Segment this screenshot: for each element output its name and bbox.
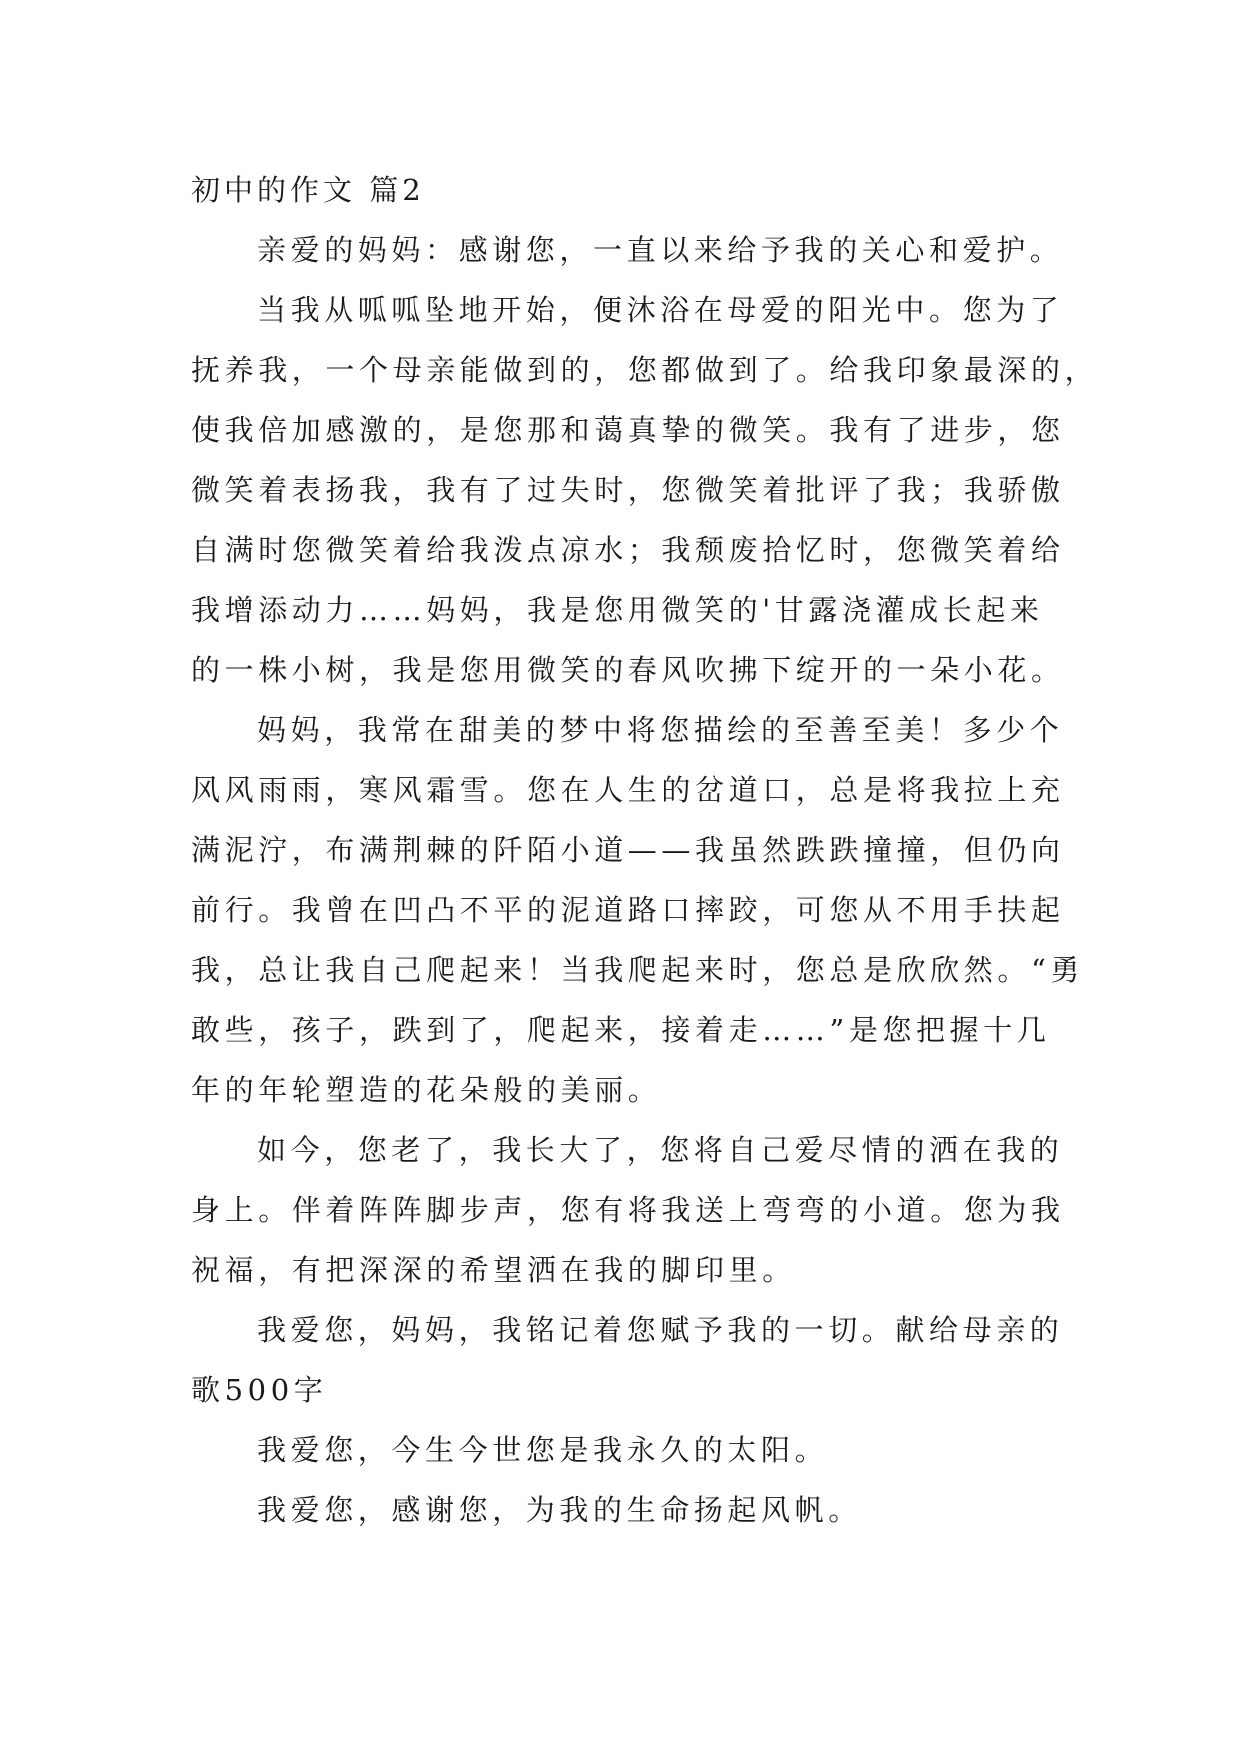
- paragraph-line: 的一株小树，我是您用微笑的春风吹拂下绽开的一朵小花。: [191, 653, 1065, 687]
- paragraph: [191, 1300, 1064, 1420]
- paragraph-list: [191, 220, 1099, 1540]
- paragraph: [191, 1480, 1061, 1540]
- paragraph-line: 亲爱的妈妈：感谢您，一直以来给予我的关心和爱护。: [257, 233, 1064, 267]
- paragraph-line: 使我倍加感激的，是您那和蔼真挚的微笑。我有了进步，您: [191, 413, 1065, 447]
- document-title: 初中的作文 篇2: [191, 173, 425, 207]
- paragraph-line: 如今，您老了，我长大了，您将自己爱尽情的洒在我的: [257, 1133, 1064, 1167]
- paragraph-line: 前行。我曾在凹凸不平的泥道路口摔跤，可您从不用手扶起: [191, 893, 1065, 927]
- paragraph-line: 我爱您，妈妈，我铭记着您赋予我的一切。献给母亲的: [257, 1313, 1064, 1347]
- paragraph-line: 年的年轮塑造的花朵般的美丽。: [191, 1073, 662, 1107]
- paragraph: [191, 220, 1064, 280]
- paragraph-line: 祝福，有把深深的希望洒在我的脚印里。: [191, 1253, 796, 1287]
- paragraph: [191, 280, 1099, 700]
- paragraph: [191, 1120, 1065, 1300]
- paragraph-line: 我增添动力……妈妈，我是您用微笑的'甘露浇灌成长起来: [191, 593, 1044, 627]
- paragraph-line: 妈妈，我常在甜美的梦中将您描绘的至善至美！多少个: [257, 713, 1064, 747]
- paragraph: [191, 700, 1085, 1120]
- paragraph-line: 风风雨雨，寒风霜雪。您在人生的岔道口，总是将我拉上充: [191, 773, 1065, 807]
- paragraph-line: 当我从呱呱坠地开始，便沐浴在母爱的阳光中。您为了: [257, 293, 1064, 327]
- paragraph-line: 满泥泞，布满荆棘的阡陌小道——我虽然跌跌撞撞，但仍向: [191, 833, 1065, 867]
- paragraph-line: 歌500字: [191, 1373, 328, 1407]
- paragraph-line: 敢些，孩子，跌到了，爬起来，接着走……”是您把握十几: [191, 1013, 1051, 1047]
- paragraph: [191, 1420, 1061, 1480]
- paragraph-line: 自满时您微笑着给我泼点凉水；我颓废拾忆时，您微笑着给: [191, 533, 1065, 567]
- paragraph-line: 身上。伴着阵阵脚步声，您有将我送上弯弯的小道。您为我: [191, 1193, 1065, 1227]
- paragraph-line: 我爱您，感谢您，为我的生命扬起风帆。: [257, 1493, 862, 1527]
- paragraph-line: 微笑着表扬我，我有了过失时，您微笑着批评了我；我骄傲: [191, 473, 1065, 507]
- paragraph-line: 我，总让我自己爬起来！当我爬起来时，您总是欣欣然。“勇: [191, 953, 1085, 987]
- paragraph-line: 抚养我，一个母亲能做到的，您都做到了。给我印象最深的，: [191, 353, 1099, 387]
- paragraph-line: 我爱您，今生今世您是我永久的太阳。: [257, 1433, 829, 1467]
- document-body: [191, 160, 1099, 1540]
